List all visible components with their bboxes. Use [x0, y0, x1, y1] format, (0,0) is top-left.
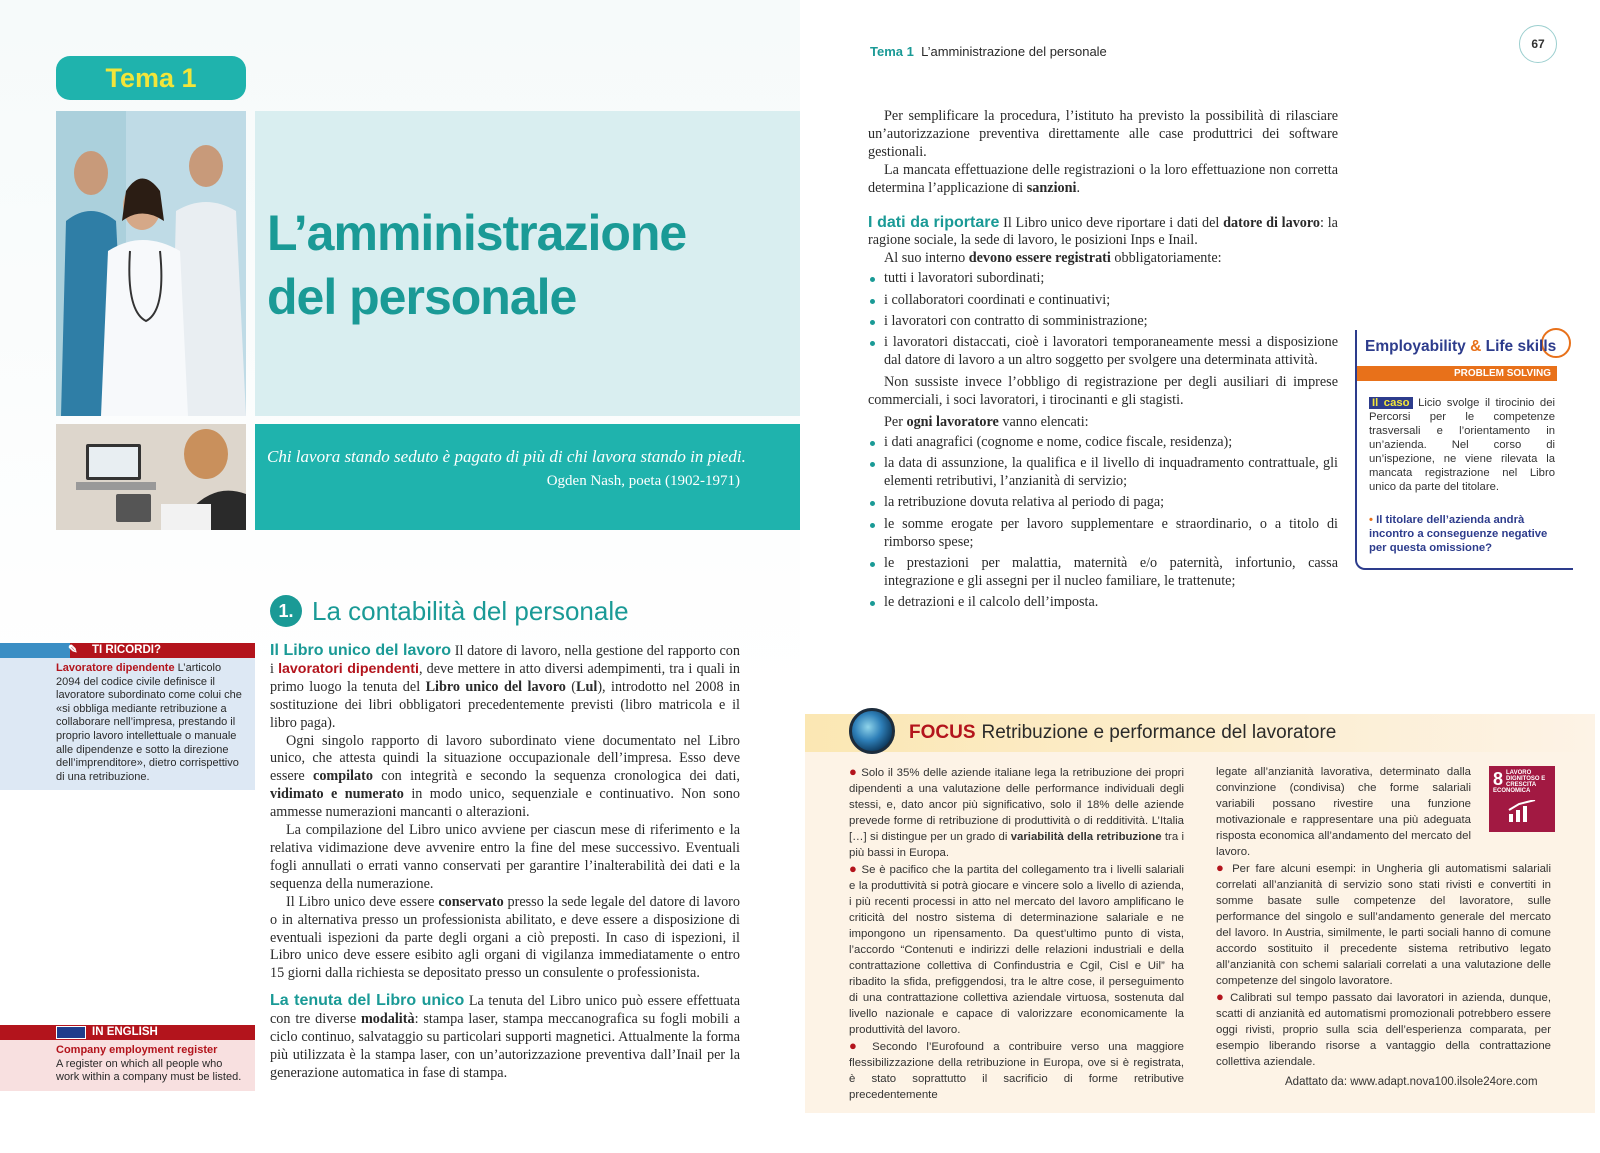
- ricordi-text: L’articolo 2094 del codice civile definisce il lavoratore subordinato come colui che «si obbliga mediante retribuzione a collaborare nell’impresa, prestando il proprio lavoro intellettuale o manuale alle dipendenze e sotto la direzione dell’imprenditore», dietro corrispettivo di una retribuzione.: [56, 662, 242, 783]
- left-body-text: [270, 642, 740, 1083]
- sdg-goal-icon: 8 LAVORO DIGNITOSO E CRESCITA ECONOMICA: [1489, 766, 1555, 832]
- quote-text: Chi lavora stando seduto è pagato di più di chi lavora stando in piedi.: [267, 447, 746, 466]
- chapter-title: L’amministrazione del personale: [267, 205, 687, 325]
- paragraph: La tenuta del Libro unico La tenuta del Libro unico può essere effettuata con tre diverse modalità: stampa laser, stampa meccanografica su fogli mobili a ciclo continuo, salvataggio su particolari supporti magnetici. Attualmente la forma più utilizzata è la stampa laser, con un’autorizzazione preventiva dall’Inail per la generazione automatica in fase di stampa.: [270, 992, 740, 1081]
- ricordi-term: Lavoratore dipendente: [56, 662, 175, 674]
- paragraph: Per semplificare la procedura, l’istituto ha previsto la possibilità di rilasciare un’autorizzazione preventiva direttamente alle case produttrici dei software gestionali.: [868, 108, 1338, 160]
- list-item: le detrazioni e il calcolo dell’imposta.: [868, 594, 1338, 612]
- english-header: IN ENGLISH: [92, 1026, 158, 1038]
- focus-column-1: ● Solo il 35% delle aziende italiane lega la retribuzione dei propri dipendenti a una valutazione delle performance individuali degli stessi, e, dato ancor più significativo, solo il 18% delle aziende prevede forme di retribuzione di produttività o di redditività. L’Italia […] si distingue per un grado di variabilità della retribuzione tra i più bassi in Europa. ● Se è pacifico che la partita del collegamento tra i livelli salariali e la produttività si potrà giocare e vincere solo a livello di azienda, i più recenti processi in atto nel mercato del lavoro amplificano le criticità del nostro sistema di determinazione salariale e ne impongono un ripensamento. Da quest’ultimo punto di vista, l’accordo “Contenuti e indirizzi delle relazioni industriali e della contrattazione collettiva di Confindustria e Cgil, Cisl e Uil” ha ribadito la sfida, prefiggendosi, tra le altre cose, il perseguimento di una contrattazione collettiva aziendale virtuosa, sostenuta dal livello nazionale e capace di valorizzare economicamente la produttività del lavoro. ● Secondo l’Eurofound a contribuire verso una maggiore flessibilizzazione della retribuzione in Europa, ove si è registrata, è stato soprattutto il sacrificio di forme retributive precedentemente: [849, 764, 1185, 1101]
- section-heading: [270, 595, 629, 627]
- paragraph: La mancata effettuazione delle registrazioni o la loro effettuazione non corretta determina l’applicazione di sanzioni.: [868, 161, 1338, 196]
- english-text: A register on which all people who work within a company must be listed.: [56, 1057, 242, 1084]
- ricordi-header: TI RICORDI?: [92, 644, 161, 656]
- case-text: Il caso Licio svolge il tirocinio dei Percorsi per le competenze trasversali e l’orientamento in un’azienda. Nel corso di un’ispezione, ne viene rilevata la mancata registrazione nel Libro unico da parte del titolare.: [1369, 397, 1556, 493]
- focus-title: FOCUS Retribuzione e performance del lavoratore: [909, 722, 1337, 743]
- english-term: Company employment register: [56, 1044, 218, 1056]
- list-item: i dati anagrafici (cognome e nome, codice fiscale, residenza);: [868, 434, 1338, 452]
- running-head: Tema 1 L’amministrazione del personale: [870, 44, 1107, 59]
- globe-icon: [849, 708, 895, 754]
- list-item: i lavoratori distaccati, cioè i lavoratori temporaneamente messi a disposizione dal datore di lavoro a un altro soggetto per svolgere una determinata attività.: [868, 334, 1338, 370]
- ti-ricordi-box: [0, 643, 255, 790]
- in-english-box: [0, 1025, 255, 1091]
- paragraph: Il Libro unico deve essere conservato presso la sede legale del datore di lavoro o in alternativa presso un professionista abilitato, e deve essere a disposizione di eventuali ispezioni da parte degli organi a ciò preposti. In caso di ispezioni, il Libro unico deve essere esibito agli organi di vigilanza immediatamente o entro 15 giorni dalla richiesta se depositato presso un consulente o professionista.: [270, 893, 740, 982]
- paragraph: Al suo interno devono essere registrati obbligatoriamente:: [884, 250, 1222, 267]
- list-item: le somme erogate per lavoro supplementare e straordinario, o a titolo di rimborso spese;: [868, 516, 1338, 552]
- worker-data-list: [868, 434, 1338, 613]
- section-number: 1.: [270, 595, 302, 627]
- right-body-text: [868, 108, 1338, 616]
- page-number: 67: [1519, 25, 1557, 63]
- quote-author: Ogden Nash, poeta (1902-1971): [546, 473, 740, 489]
- chapter-title-box: [255, 111, 802, 416]
- source-note: Adattato da: www.adapt.nova100.ilsole24ore.com: [1285, 1076, 1538, 1088]
- list-item: i collaboratori coordinati e continuativi;: [868, 292, 1338, 310]
- paragraph: Per ogni lavoratore vanno elencati:: [884, 413, 1089, 430]
- focus-column-2: legate all’anzianità lavorativa, determinato dalla convinzione (condivisa) che forme salariali variabili possano rivestire una funzione motivazionale e rappresentare una più adeguata risposta economica all’andamento del mercato del lavoro. ● Per fare alcuni esempi: in Ungheria gli automatismi salariali correlati all’anzianità di servizio sono stati rivisti e convertiti in somme basate sulle competenze del lavoratore, sulle performance del singolo e sull’andamento generale del mercato del lavoro. In Austria, similmente, le parti sociali hanno di comune accordo sostituito il precedente sistema retributivo legato all’anzianità con schemi salariali correlati a una valutazione delle competenze del singolo lavoratore. ● Calibrati sul tempo passato dai lavoratori in azienda, dunque, scatti di anzianità ed automatismi promozionali potrebbero essere oggi rivisti, proprio sulla scia dell’esperienza comparata, per esempio liberando risorse a vantaggio della contrattazione collettiva aziendale.: [1216, 766, 1551, 1068]
- list-item: tutti i lavoratori subordinati;: [868, 270, 1338, 288]
- uk-flag-icon: [56, 1026, 86, 1039]
- employability-box: [1355, 330, 1573, 570]
- case-question: • Il titolare dell’azienda andrà incontro a conseguenze negative per questa omissione?: [1369, 514, 1548, 554]
- list-item: la data di assunzione, la qualifica e il livello di inquadramento contrattuale, gli elementi retributivi, l’anzianità di servizio;: [868, 455, 1338, 491]
- question-icon: ✎: [68, 644, 78, 656]
- epigraph-quote: [255, 424, 802, 530]
- focus-box: [805, 714, 1595, 1113]
- paragraph: Il Libro unico del lavoro Il datore di lavoro, nella gestione del rapporto con i lavoratori dipendenti, deve mettere in atto diversi adempimenti, tra i quali in primo luogo la tenuta del Libro unico del lavoro (Lul), introdotto nel 2008 in sostituzione dei libri obbligatori precedentemente previsti (libro matricola e il libro paga).: [270, 642, 740, 731]
- section-title: La contabilità del personale: [312, 595, 629, 626]
- doctors-photo: [56, 111, 246, 416]
- tema-badge: Tema 1: [56, 56, 246, 100]
- paragraph: La compilazione del Libro unico avviene per ciascun mese di riferimento e la relativa vidimazione deve avvenire entro la fine del mese successivo. Eventuali fogli annullati o errati vanno conservati per garantire l’inalterabilità dei dati e la sequenza della numerazione.: [270, 822, 740, 892]
- list-item: i lavoratori con contratto di somministrazione;: [868, 313, 1338, 331]
- office-work-photo: [56, 424, 246, 530]
- paragraph: I dati da riportare Il Libro unico deve riportare i dati del datore di lavoro: la ragione sociale, la sede di lavoro, le posizioni Inps e Inail.: [868, 213, 1338, 249]
- list-item: la retribuzione dovuta relativa al periodo di paga;: [868, 494, 1338, 512]
- paragraph: Non sussiste invece l’obbligo di registrazione per degli ausiliari di imprese commerciali, i soci lavoratori, i tirocinanti e gli stagisti.: [868, 373, 1338, 408]
- box-header-bar: [0, 643, 70, 658]
- problem-solving-band: PROBLEM SOLVING: [1357, 366, 1557, 381]
- list-item: le prestazioni per malattia, maternità e/o paternità, infortunio, cassa integrazione e gli assegni per il nucleo familiare, le trattenute;: [868, 555, 1338, 591]
- paragraph: Ogni singolo rapporto di lavoro subordinato viene documentato nel Libro unico, che attesta quindi la situazione occupazionale dell’impresa. Esso deve essere compilato con integrità e secondo la sequenza cronologica dei dati, vidimato e numerato in modo unico, sequenziale e continuativo. Non sono ammesse numerazioni mancanti o alterazioni.: [270, 732, 740, 821]
- growth-chart-icon: [1507, 800, 1537, 822]
- employability-title: Employability & Life skills: [1365, 338, 1557, 355]
- registered-list: [868, 270, 1338, 370]
